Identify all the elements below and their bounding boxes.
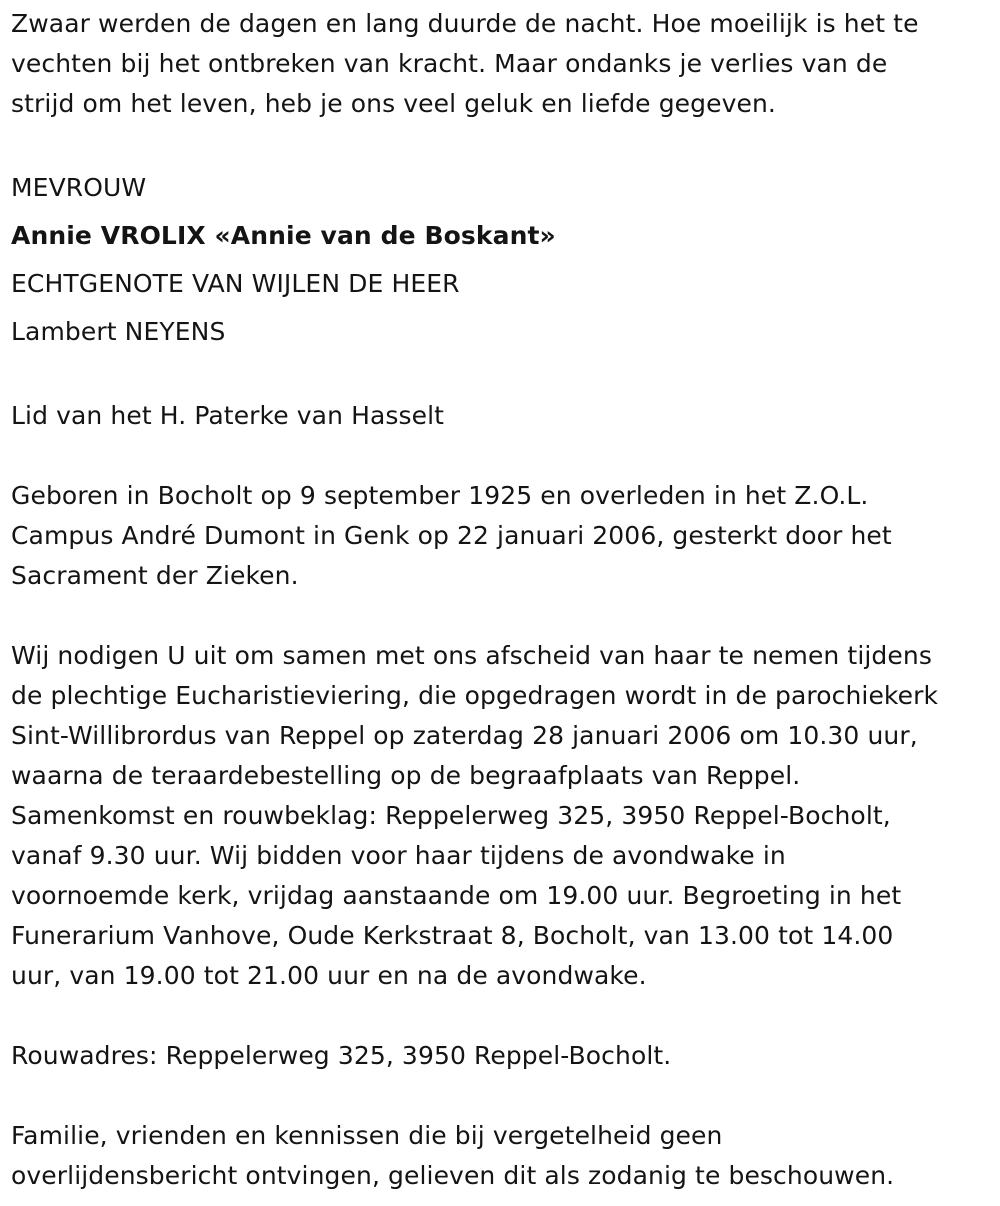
birth-death-line: Campus André Dumont in Genk op 22 januari 2006, gesterkt door het — [11, 521, 892, 550]
poem-line: Zwaar werden de dagen en lang duurde de nacht. Hoe moeilijk is het te — [11, 9, 919, 38]
invitation-line: Wij nodigen U uit om samen met ons afscheid van haar te nemen tijdens — [11, 641, 932, 670]
birth-death-paragraph — [11, 476, 996, 596]
invitation-line: uur, van 19.00 tot 21.00 uur en na de avondwake. — [11, 961, 647, 990]
deceased-heading — [11, 164, 996, 356]
obituary-document — [11, 4, 996, 1196]
birth-death-line: Geboren in Bocholt op 9 september 1925 en overleden in het Z.O.L. — [11, 481, 869, 510]
deceased-name: Annie VROLIX «Annie van de Boskant» — [11, 221, 556, 250]
honorific-title: MEVROUW — [11, 173, 147, 202]
invitation-line: de plechtige Eucharistieviering, die opgedragen wordt in de parochiekerk — [11, 681, 939, 710]
invitation-line: voornoemde kerk, vrijdag aanstaande om 19.00 uur. Begroeting in het — [11, 881, 902, 910]
mourning-address: Rouwadres: Reppelerweg 325, 3950 Reppel-Bocholt. — [11, 1041, 672, 1070]
closing-line: overlijdensbericht ontvingen, gelieven dit als zodanig te beschouwen. — [11, 1161, 895, 1190]
spouse-name: Lambert NEYENS — [11, 317, 226, 346]
invitation-line: Sint-Willibrordus van Reppel op zaterdag 28 januari 2006 om 10.30 uur, — [11, 721, 918, 750]
birth-death-line: Sacrament der Zieken. — [11, 561, 299, 590]
poem-line: strijd om het leven, heb je ons veel geluk en liefde gegeven. — [11, 89, 776, 118]
poem-line: vechten bij het ontbreken van kracht. Maar ondanks je verlies van de — [11, 49, 888, 78]
closing-paragraph — [11, 1116, 996, 1196]
invitation-line: Samenkomst en rouwbeklag: Reppelerweg 325, 3950 Reppel-Bocholt, — [11, 801, 891, 830]
invitation-line: waarna de teraardebestelling op de begraafplaats van Reppel. — [11, 761, 801, 790]
closing-line: Familie, vrienden en kennissen die bij vergetelheid geen — [11, 1121, 723, 1150]
membership-line: Lid van het H. Paterke van Hasselt — [11, 401, 445, 430]
address-paragraph — [11, 1036, 996, 1076]
relation-line: ECHTGENOTE VAN WIJLEN DE HEER — [11, 269, 460, 298]
invitation-line: vanaf 9.30 uur. Wij bidden voor haar tijdens de avondwake in — [11, 841, 786, 870]
membership-paragraph — [11, 396, 996, 436]
invitation-line: Funerarium Vanhove, Oude Kerkstraat 8, Bocholt, van 13.00 tot 14.00 — [11, 921, 894, 950]
invitation-paragraph — [11, 636, 996, 996]
poem-paragraph — [11, 4, 996, 124]
